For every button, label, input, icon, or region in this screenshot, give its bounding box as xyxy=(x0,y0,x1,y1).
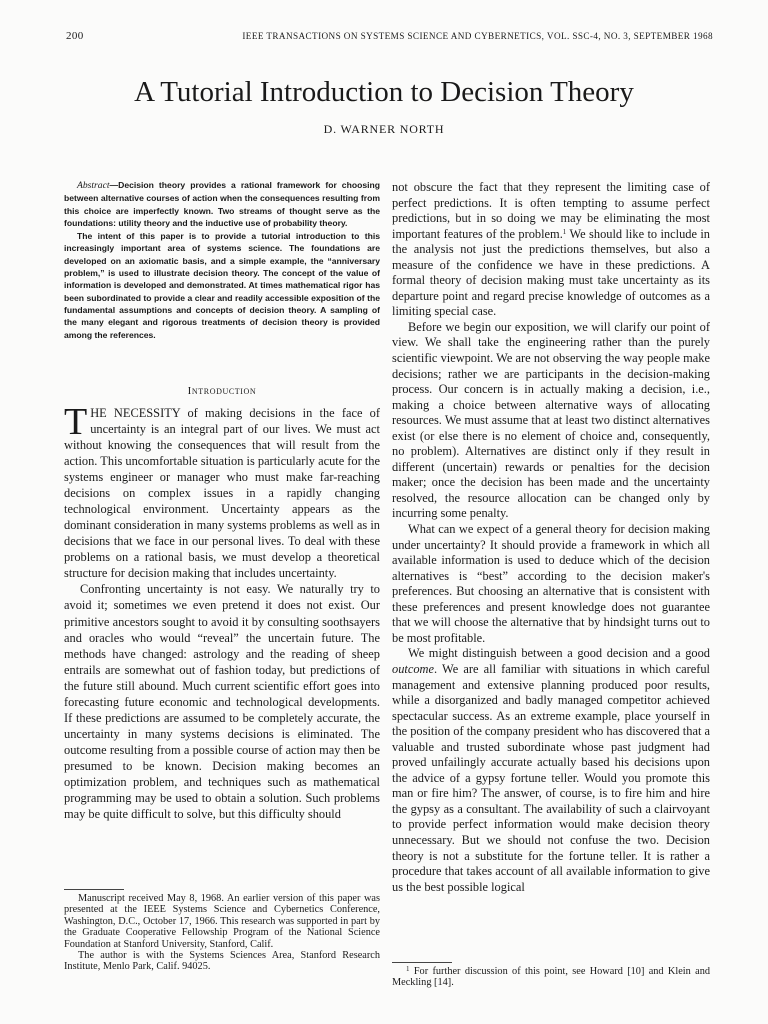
drop-cap: T xyxy=(64,400,88,443)
section-heading: Introduction xyxy=(187,384,257,397)
footnote-rule-right xyxy=(392,962,452,963)
abstract-paragraph-1: Abstract—Decision theory provides a rational framework for choosing between alternative courses of action when the consequences resulting from this choice are imperfectly known. Two streams of thought serve as the foundations: utility theory and the inductive use of probability theory. xyxy=(64,180,380,228)
paper-title: A Tutorial Introduction to Decision Theory xyxy=(134,76,634,108)
right-column xyxy=(392,180,710,895)
paper-author: D. WARNER NORTH xyxy=(323,122,445,136)
right-paragraph-4: We might distinguish between a good decision and a good outcome. We are all familiar with situations in which careful management and extensive planning produced poor results, while a disorganized and badly managed competitor achieved spectacular success. As an extreme example, place yourself in the position of the company president who has discovered that a valuable and trusted subordinate whose past judgment had proved unfailingly accurate actually based his decisions upon the advice of a gypsy fortune teller. Would you promote this man or fire him? The answer, of course, is to fire him and hire the gypsy as a consultant. The availability of such a clairvoyant to provide perfect information would make decision theory unnecessary. But we should not confuse the two. Decision theory is not a substitute for the fortune teller. It is rather a procedure that takes account of all available information to give us the best possible logical xyxy=(392,646,710,894)
footnote-number: 1 xyxy=(406,965,410,973)
abstract-paragraph-2: The intent of this paper is to provide a tutorial introduction to this increasingly important area of systems science. The foundations are developed on an axiomatic basis, and a simple example, the “anniversary problem,” is used to illustrate decision theory. The concept of the value of information is developed and demonstrated. At times mathematical rigor has been subordinated to provide a clear and readily accessible exposition of the fundamental assumptions and concepts of decision theory. A sampling of the many elegant and rigorous treatments of decision theory is provided among the references. xyxy=(64,231,380,340)
right-paragraph-1: not obscure the fact that they represent the limiting case of perfect predictions. It is often tempting to assume perfect predictions, but in so doing we may be eliminating the most important features of the problem.$^1$ We should like to include in the analysis not just the predictions themselves, but also a measure of the confidence we have in these predictions. A formal theory of decision making must take uncertainty as its departure point and regard precise knowledge of outcomes as a limiting special case. xyxy=(392,180,710,319)
footnote-rule-left xyxy=(64,889,124,890)
journal-header: IEEE TRANSACTIONS ON SYSTEMS SCIENCE AND CYBERNETICS, VOL. SSC-4, NO. 3, SEPTEMBER 1968 xyxy=(242,31,713,41)
running-header xyxy=(66,31,713,47)
footnote-text: For further discussion of this point, see Howard [10] and Klein and Meckling [14]. xyxy=(392,966,710,989)
left-column xyxy=(64,179,380,822)
right-paragraph-2: Before we begin our exposition, we will clarify our point of view. We shall take the engineering rather than the purely scientific viewpoint. We are not observing the way people make decisions; rather we are participants in the decision-making process. Our concern is in actually making a decision, i.e., making a choice between alternative ways of allocating resources. We must assume that at least two distinct alternatives exist (or else there is no element of choice and, consequently, no problem). Alternatives are distinct only if they result in different (uncertain) rewards or penalties for the decision maker; once the decision has been made and the uncertainty resolved, the resource allocation can be changed only by incurring some penalty. xyxy=(392,319,710,521)
right-paragraph-3: What can we expect of a general theory for decision making under uncertainty? It should provide a framework in which all available information is used to deduce which of the decision alternatives is “best” according to the decision maker's preferences. But choosing an alternative that is consistent with these preferences and present knowledge does not guarantee that we will choose the alternative that by hindsight turns out to be most profitable. xyxy=(392,522,710,645)
right-footnote xyxy=(392,966,710,989)
author-affiliation: The author is with the Systems Sciences Area, Stanford Research Institute, Menlo Park, Calif. 94025. xyxy=(64,950,380,973)
left-footnotes xyxy=(64,893,380,973)
footnote-marker: 1 xyxy=(562,227,567,236)
intro-paragraph-1: THE NECESSITY of making decisions in the face of uncertainty is an integral part of our lives. We must act without knowing the consequences that will result from the action. This uncomfortable situation is particularly acute for the systems engineer or manager who must make far-reaching decisions on complex issues in a rapidly changing technological environment. Uncertainty appears as the dominant consideration in many systems problems as well as in decisions that we face in our personal lives. To deal with these problems on a rational basis, we must develop a theoretical structure for decision making that includes uncertainty. xyxy=(64,400,380,581)
abstract-label: Abstract xyxy=(77,180,110,191)
intro-paragraph-2: Confronting uncertainty is not easy. We naturally try to avoid it; sometimes we even pretend it does not exist. Our primitive ancestors sought to avoid it by consulting soothsayers and oracles who would “reveal” the uncertain future. The methods have changed: astrology and the reading of sheep entrails are somewhat out of fashion today, but predictions of the future still abound. Much current scientific effort goes into forecasting future economic and technological developments. If these predictions are assumed to be completely accurate, the uncertainty in many systems decisions is eliminated. The outcome resulting from a possible course of action may then be presumed to be known. Decision making becomes an optimization problem, and techniques such as mathematical programming may be used to obtain a solution. Such problems may be quite difficult to solve, but this difficulty should xyxy=(64,582,380,822)
emphasis-outcome: outcome xyxy=(392,661,434,676)
manuscript-note: Manuscript received May 8, 1968. An earlier version of this paper was presented at the IEEE Systems Science and Cybernetics Conference, Washington, D.C., October 17, 1966. This research was supported in part by the Graduate Cooperative Fellowship Program of the National Science Foundation at Stanford University, Stanford, Calif. xyxy=(64,893,380,950)
lead-in: HE NECESSITY xyxy=(90,405,181,420)
page-number: 200 xyxy=(66,30,84,42)
